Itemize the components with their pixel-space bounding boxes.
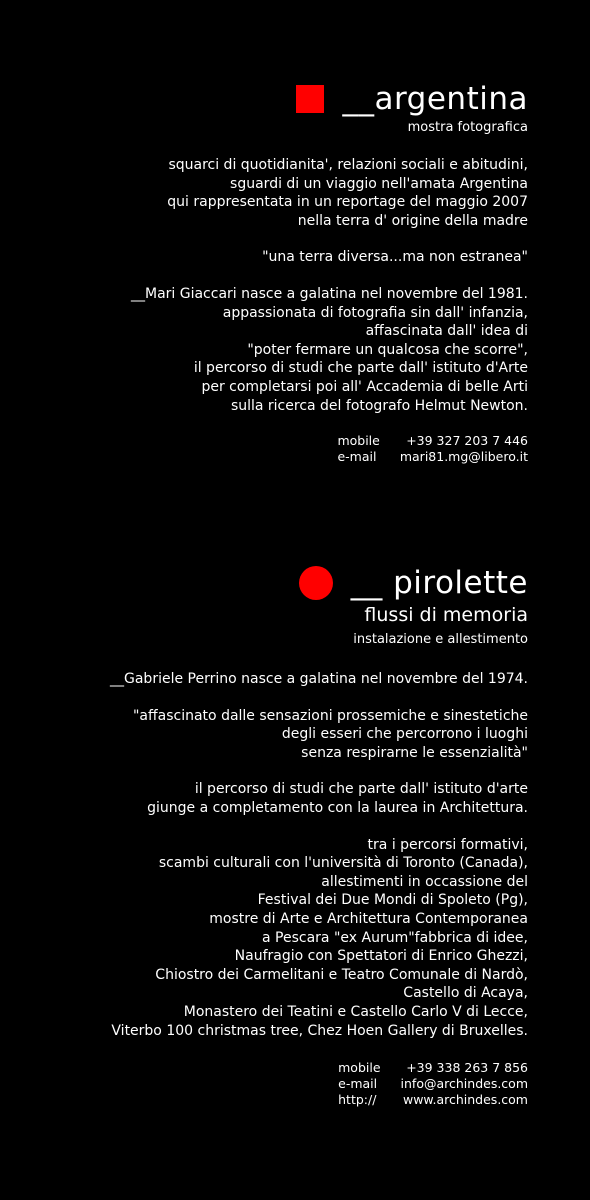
pirolette-path-line: scambi culturali con l'università di Toronto (Canada), — [158, 855, 528, 872]
pirolette-contact — [28, 1060, 528, 1108]
argentina-bio-line: affascinata dall' idea di — [365, 323, 528, 340]
argentina-bio — [28, 285, 528, 415]
contact-label-email: e-mail — [337, 449, 377, 465]
argentina-bio-line: appassionata di fotografia sin dall' infanzia, — [222, 304, 528, 321]
pirolette-studies-line: il percorso di studi che parte dall' istituto d'arte — [194, 781, 528, 798]
contact-value-email[interactable]: mari81.mg@libero.it — [399, 449, 528, 465]
argentina-description — [28, 156, 528, 230]
red-circle-icon — [299, 566, 333, 600]
contact-label-web: http:// — [338, 1092, 377, 1108]
argentina-subtitle: mostra fotografica — [407, 120, 528, 135]
pirolette-path-line: a Pescara "ex Aurum"fabbrica di idee, — [262, 929, 528, 946]
argentina-description-line: sguardi di un viaggio nell'amata Argentina — [230, 175, 528, 192]
argentina-title-row — [28, 79, 528, 119]
red-square-icon — [296, 85, 324, 113]
pirolette-path-line: allestimenti in occassione del — [321, 873, 528, 890]
argentina-description-line: qui rappresentata in un reportage del maggio 2007 — [167, 194, 528, 211]
pirolette-title-row — [28, 563, 528, 603]
pirolette-path-line: Monastero dei Teatini e Castello Carlo V di Lecce, — [183, 1003, 528, 1020]
pirolette-path-line: Naufragio con Spettatori di Enrico Ghezzi, — [234, 948, 528, 965]
contact-value-mobile[interactable]: +39 327 203 7 446 — [406, 433, 528, 449]
pirolette-path-line: Viterbo 100 christmas tree, Chez Hoen Gallery di Bruxelles. — [111, 1022, 528, 1039]
pirolette-path-line: Chiostro dei Carmelitani e Teatro Comunale di Nardò, — [155, 966, 528, 983]
argentina-bio-line: sulla ricerca del fotografo Helmut Newton. — [230, 397, 528, 414]
argentina-bio-line: per completarsi poi all' Accademia di belle Arti — [201, 378, 528, 395]
argentina-title: __argentina — [342, 81, 528, 117]
argentina-description-line: squarci di quotidianita', relazioni sociali e abitudini, — [168, 157, 528, 173]
pirolette-path — [28, 836, 528, 1041]
contact-label-mobile: mobile — [337, 433, 380, 449]
argentina-description-line: nella terra d' origine della madre — [297, 212, 528, 229]
pirolette-quote — [28, 707, 528, 763]
pirolette-studies — [28, 780, 528, 817]
pirolette-quote-line: senza respirarne le essenzialità" — [301, 744, 528, 761]
argentina-quote-line: "una terra diversa...ma non estranea" — [262, 249, 528, 266]
argentina-bio-line: "poter fermare un qualcosa che scorre", — [247, 341, 528, 358]
pirolette-subtitle: flussi di memoria — [364, 604, 528, 626]
argentina-quote — [28, 248, 528, 267]
pirolette-section — [28, 563, 528, 1108]
pirolette-path-line: tra i percorsi formativi, — [367, 836, 528, 853]
contact-value-mobile[interactable]: +39 338 263 7 856 — [406, 1060, 528, 1076]
pirolette-studies-line: giunge a completamento con la laurea in Architettura. — [147, 799, 528, 816]
pirolette-path-line: mostre di Arte e Architettura Contemporanea — [209, 910, 528, 927]
argentina-bio-line: il percorso di studi che parte dall' istituto d'Arte — [193, 360, 528, 377]
contact-label-mobile: mobile — [338, 1060, 381, 1076]
contact-label-email: e-mail — [338, 1076, 378, 1092]
contact-value-web[interactable]: www.archindes.com — [402, 1092, 528, 1108]
pirolette-intro — [28, 670, 528, 689]
pirolette-subtitle2: instalazione e allestimento — [353, 632, 528, 647]
argentina-bio-line: __Mari Giaccari nasce a galatina nel novembre del 1981. — [130, 285, 528, 302]
pirolette-quote-line: "affascinato dalle sensazioni prossemiche e sinestetiche — [132, 707, 528, 724]
pirolette-path-line: Festival dei Due Mondi di Spoleto (Pg), — [257, 892, 528, 909]
pirolette-title: __ pirolette — [350, 565, 528, 601]
argentina-contact — [28, 433, 528, 465]
pirolette-intro-line: __Gabriele Perrino nasce a galatina nel novembre del 1974. — [110, 671, 528, 687]
pirolette-path-line: Castello di Acaya, — [403, 985, 528, 1002]
argentina-section — [28, 79, 528, 465]
pirolette-quote-line: degli esseri che percorrono i luoghi — [281, 726, 528, 743]
contact-value-email[interactable]: info@archindes.com — [400, 1076, 528, 1092]
